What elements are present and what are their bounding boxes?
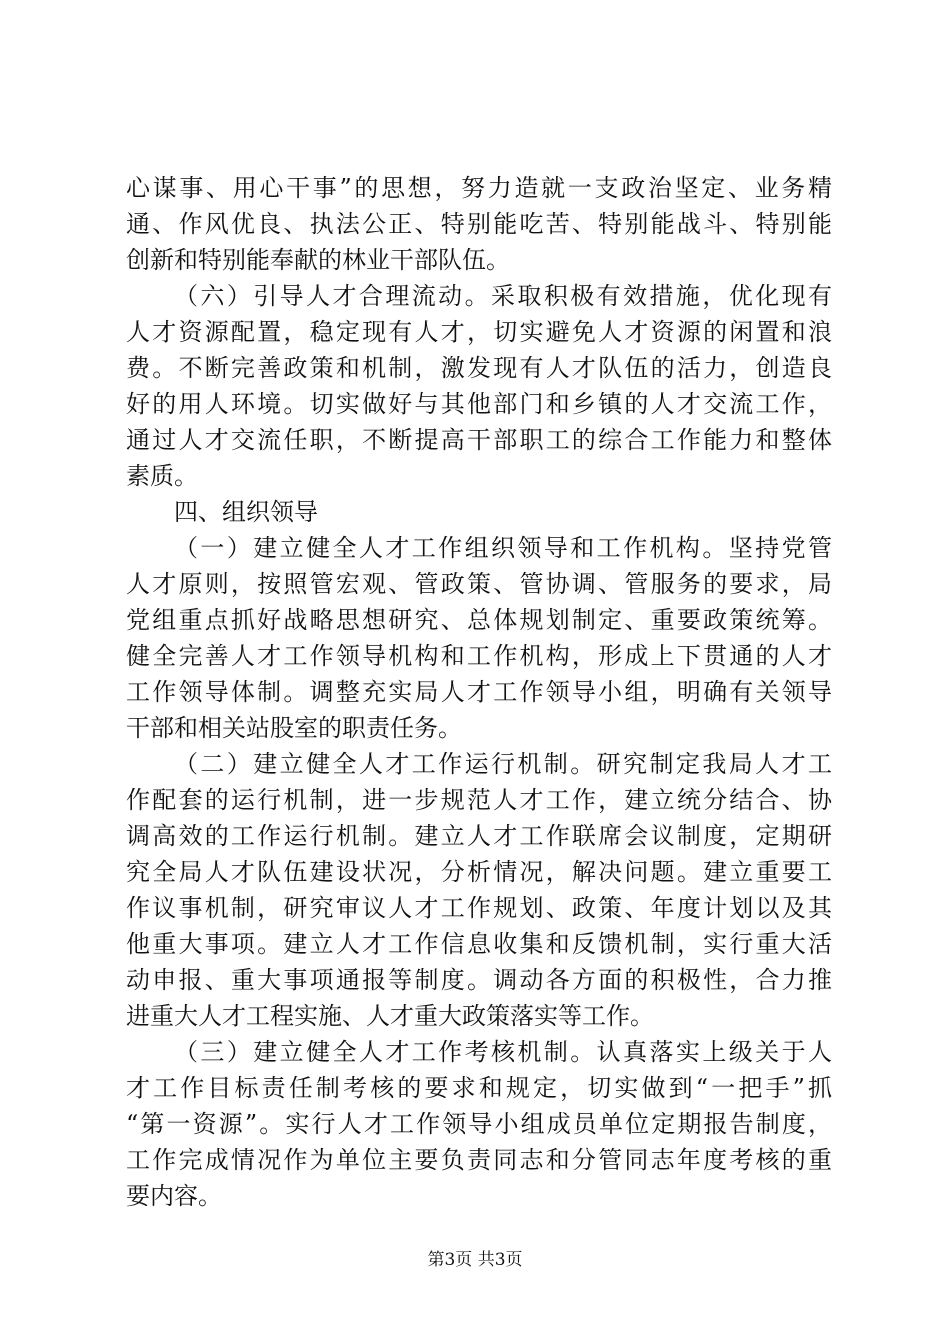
text-line: 通、作风优良、执法公正、特别能吃苦、特别能战斗、特别能 (126, 210, 832, 238)
text-line: 健全完善人才工作领导机构和工作机构，形成上下贯通的人才 (126, 642, 832, 670)
text-line: 动申报、重大事项通报等制度。调动各方面的积极性，合力推 (126, 966, 832, 994)
text-line: 作配套的运行机制，进一步规范人才工作，建立统分结合、协 (126, 786, 832, 814)
text-line: 干部和相关站股室的职责任务。 (126, 714, 462, 742)
paragraph-start-line: （六）引导人才合理流动。采取积极有效措施，优化现有 (174, 282, 832, 310)
text-line: 心谋事、用心干事”的思想，努力造就一支政治坚定、业务精 (126, 174, 832, 202)
text-line: 才工作目标责任制考核的要求和规定，切实做到“一把手”抓 (126, 1074, 832, 1102)
text-line: 究全局人才队伍建设状况，分析情况，解决问题。建立重要工 (126, 858, 832, 886)
page-footer (0, 1248, 950, 1272)
text-line: 好的用人环境。切实做好与其他部门和乡镇的人才交流工作， (126, 390, 832, 418)
text-line: 他重大事项。建立人才工作信息收集和反馈机制，实行重大活 (126, 930, 832, 958)
text-line: 党组重点抓好战略思想研究、总体规划制定、重要政策统筹。 (126, 606, 832, 634)
text-line: 工作完成情况作为单位主要负责同志和分管同志年度考核的重 (126, 1146, 832, 1174)
text-line: 素质。 (126, 462, 198, 490)
text-line: 人才资源配置，稳定现有人才，切实避免人才资源的闲置和浪 (126, 318, 832, 346)
text-line: 工作领导体制。调整充实局人才工作领导小组，明确有关领导 (126, 678, 832, 706)
text-line: 人才原则，按照管宏观、管政策、管协调、管服务的要求，局 (126, 570, 832, 598)
page-number-label: 第3页 共3页 (427, 1250, 523, 1270)
text-line: 进重大人才工程实施、人才重大政策落实等工作。 (126, 1002, 654, 1030)
paragraph-start-line: （二）建立健全人才工作运行机制。研究制定我局人才工 (174, 750, 832, 778)
text-line: 要内容。 (126, 1182, 222, 1210)
paragraph-start-line: （三）建立健全人才工作考核机制。认真落实上级关于人 (174, 1038, 832, 1066)
text-line: 创新和特别能奉献的林业干部队伍。 (126, 246, 510, 274)
text-line: 作议事机制，研究审议人才工作规划、政策、年度计划以及其 (126, 894, 832, 922)
section-heading: 四、组织领导 (174, 498, 318, 526)
paragraph-start-line: （一）建立健全人才工作组织领导和工作机构。坚持党管 (174, 534, 832, 562)
text-line: 通过人才交流任职，不断提高干部职工的综合工作能力和整体 (126, 426, 832, 454)
text-line: 费。不断完善政策和机制，激发现有人才队伍的活力，创造良 (126, 354, 832, 382)
text-line: “第一资源”。实行人才工作领导小组成员单位定期报告制度， (126, 1110, 832, 1138)
text-line: 调高效的工作运行机制。建立人才工作联席会议制度，定期研 (126, 822, 832, 850)
document-body (126, 170, 832, 1214)
